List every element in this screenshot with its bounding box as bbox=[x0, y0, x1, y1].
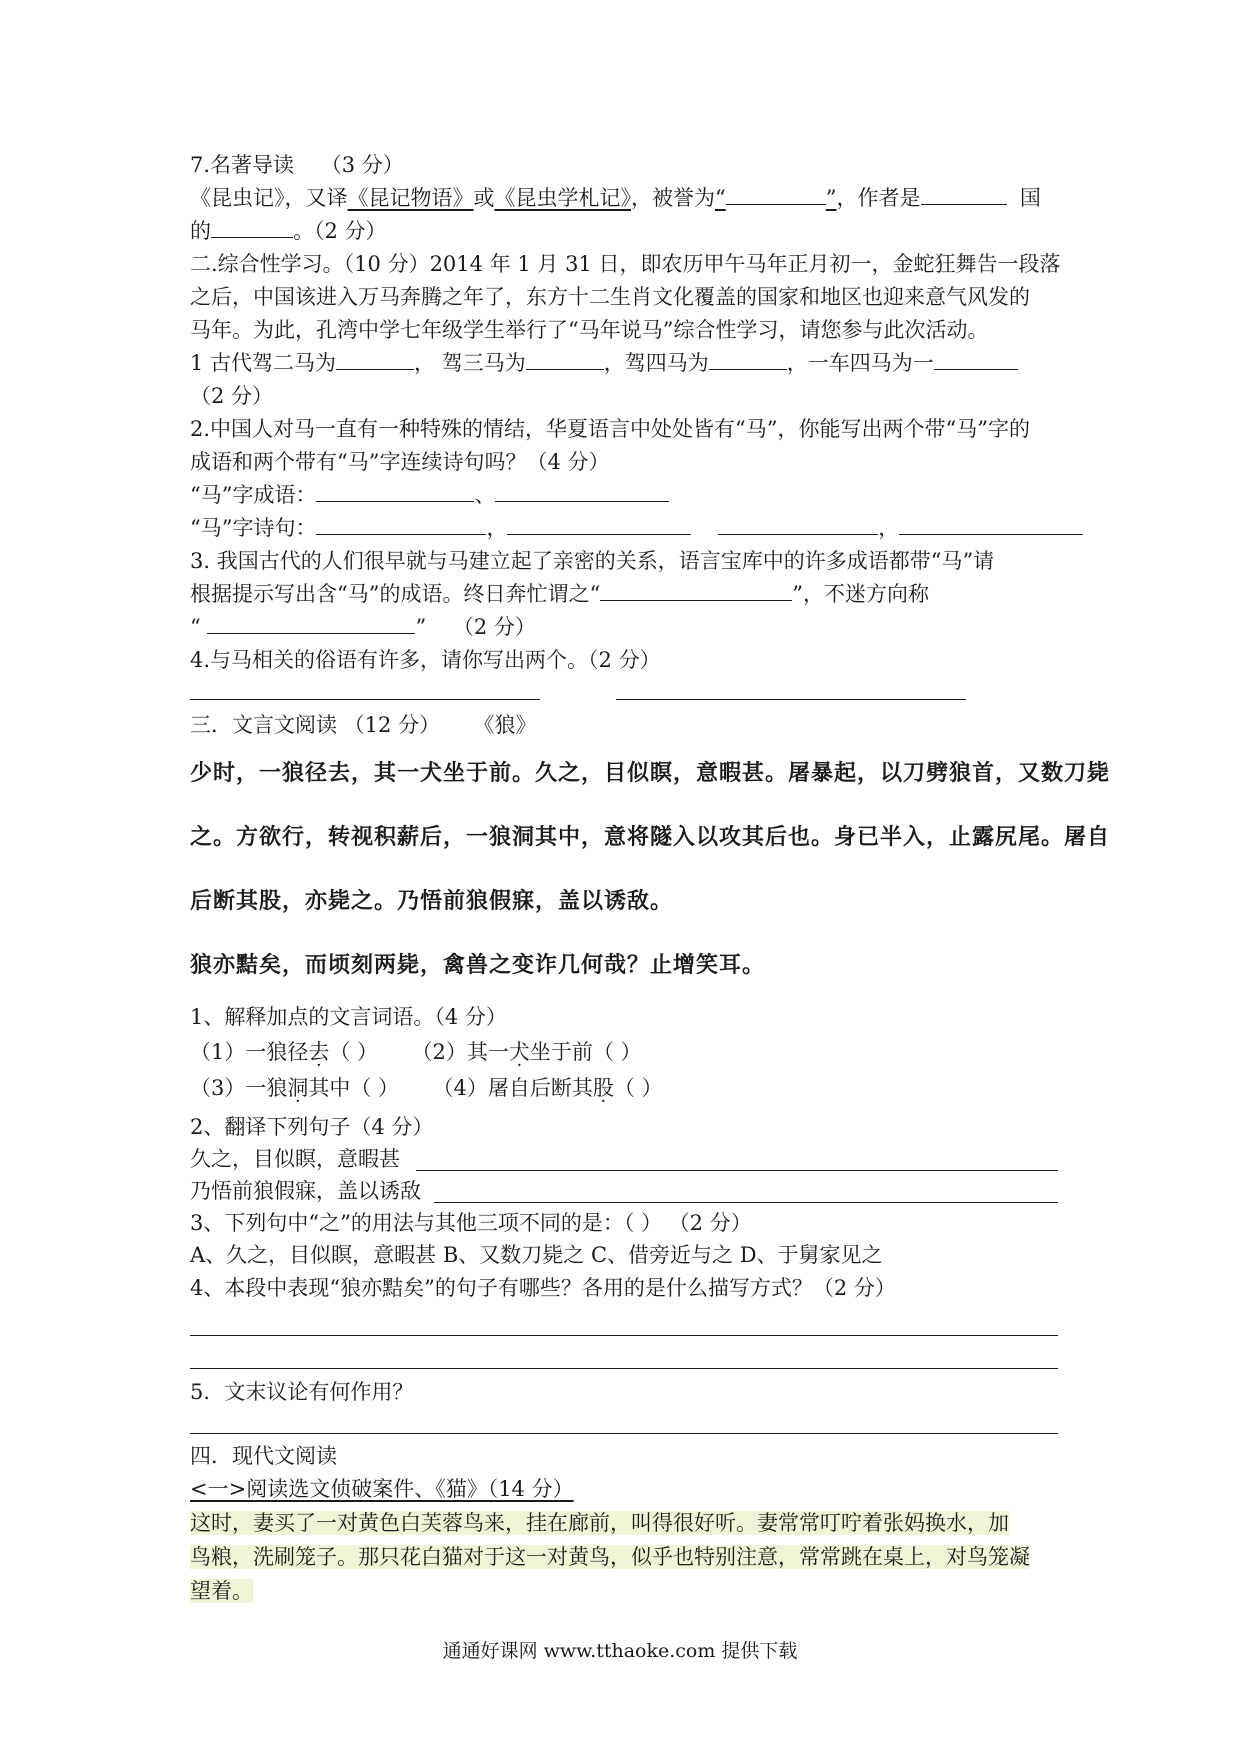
chengyu-label: “马”字成语： bbox=[190, 483, 317, 507]
answer-line[interactable] bbox=[190, 699, 540, 700]
separator: ， bbox=[878, 516, 900, 540]
reading-text-3 bbox=[190, 1579, 253, 1603]
q-text: （ ） bbox=[329, 1040, 379, 1064]
sec3-q2-b: 乃悟前狼假寐，盖以诱敌 bbox=[190, 1179, 421, 1203]
sec2-q3-line3 bbox=[190, 615, 536, 639]
highlighted-text: 这时，妻买了一对黄色白芙蓉鸟来，挂在廊前，叫得很好听。妻常常叮咛着张妈换水，加 bbox=[190, 1511, 1009, 1535]
separator: 、 bbox=[474, 483, 496, 507]
answer-blank[interactable] bbox=[934, 351, 1018, 370]
q7-or: 或 bbox=[473, 186, 495, 210]
q7-line2 bbox=[190, 219, 387, 243]
q7-text: 的 bbox=[190, 219, 211, 243]
q7-line1 bbox=[190, 186, 1041, 210]
answer-line[interactable] bbox=[434, 1202, 1058, 1203]
sec2-q3-line1: 3. 我国古代的人们很早就与马建立起了亲密的关系，语言宝库中的许多成语都带“马”请 bbox=[190, 549, 995, 573]
answer-blank-author[interactable] bbox=[211, 219, 293, 238]
answer-blank-country[interactable] bbox=[921, 186, 1007, 205]
q7-text: ，被誉为 bbox=[631, 186, 715, 210]
answer-blank[interactable] bbox=[718, 516, 878, 535]
answer-blank-nickname[interactable] bbox=[726, 186, 826, 205]
answer-blank[interactable] bbox=[507, 516, 691, 535]
answer-line[interactable] bbox=[190, 1433, 1058, 1434]
q7-text: 《昆虫记》，又译 bbox=[190, 186, 348, 210]
highlighted-text: 鸟粮，洗刷笼子。那只花白猫对于这一对黄鸟，似乎也特别注意，常常跳在桌上，对鸟笼凝 bbox=[190, 1545, 1030, 1569]
sec4-subtitle bbox=[190, 1477, 574, 1501]
sec4-title: 四．现代文阅读 bbox=[190, 1444, 337, 1468]
sec3-q4: 4、本段中表现“狼亦黠矣”的句子有哪些？各用的是什么描写方式？（2 分） bbox=[190, 1276, 896, 1300]
q-text: ，一车四马为一 bbox=[786, 351, 934, 375]
sec2-q1 bbox=[190, 351, 1018, 375]
sec3-q2-a: 久之，目似瞑，意暇甚 bbox=[190, 1147, 400, 1171]
q-text: （4）屠自后断其 bbox=[432, 1076, 593, 1100]
q7-text: ，作者是 bbox=[836, 186, 921, 210]
answer-blank[interactable] bbox=[899, 516, 1083, 535]
q7-points: （3 分） bbox=[320, 153, 404, 177]
q-text: （2）其一 bbox=[411, 1040, 509, 1064]
work-title: 《狼》 bbox=[473, 713, 537, 737]
quote-close: ” bbox=[825, 186, 837, 210]
shiju-line bbox=[190, 516, 1083, 540]
sec3-q1: 1、解释加点的文言词语。（4 分） bbox=[190, 1005, 507, 1029]
sec3-title-line bbox=[190, 713, 536, 737]
q-text: ”，不迷方向称 bbox=[792, 582, 929, 606]
q-text: （1）一狼径 bbox=[190, 1040, 309, 1064]
book-title-2: 《昆虫学札记》 bbox=[494, 186, 631, 210]
section-title: 三．文言文阅读 （12 分） bbox=[190, 713, 441, 737]
q-text: ” bbox=[415, 615, 427, 639]
q-text: 坐于前（ ） bbox=[529, 1040, 642, 1064]
quote-open: “ bbox=[715, 186, 726, 210]
reading-text-2 bbox=[190, 1545, 1030, 1569]
q-text: （3）一狼 bbox=[190, 1076, 288, 1100]
sec3-q3: 3、下列句中“之”的用法与其他三项不同的是：（ ） （2 分） bbox=[190, 1211, 752, 1235]
highlighted-text: 望着。 bbox=[190, 1579, 253, 1603]
reading-text-1 bbox=[190, 1511, 1009, 1535]
sec2-intro-2: 之后，中国该进入万马奔腾之年了，东方十二生肖文化覆盖的国家和地区也迎来意气风发的 bbox=[190, 285, 1030, 309]
q7-title: 7.名著导读 bbox=[190, 153, 295, 177]
sec3-q2: 2、翻译下列句子（4 分） bbox=[190, 1115, 434, 1139]
shiju-label: “马”字诗句： bbox=[190, 516, 317, 540]
book-title-1: 《昆记物语》 bbox=[347, 186, 474, 210]
answer-blank[interactable] bbox=[709, 351, 787, 370]
sec2-intro-1: 二.综合性学习。（10 分）2014 年 1 月 31 日，即农历甲午马年正月初一，金蛇狂舞告一段落 bbox=[190, 252, 1061, 276]
chengyu-line bbox=[190, 483, 669, 507]
answer-line[interactable] bbox=[616, 699, 966, 700]
q7-text: 国 bbox=[1019, 186, 1041, 210]
q-text: （2 分） bbox=[452, 615, 536, 639]
q-text: 根据提示写出含“马”的成语。终日奔忙谓之“ bbox=[190, 582, 601, 606]
q-text: 其中（ ） bbox=[308, 1076, 400, 1100]
sec2-q4: 4.与马相关的俗语有许多，请你写出两个。（2 分） bbox=[190, 648, 661, 672]
answer-blank[interactable] bbox=[526, 351, 604, 370]
answer-line[interactable] bbox=[416, 1170, 1058, 1171]
classical-text-3: 后断其股，亦毙之。乃悟前狼假寐，盖以诱敌。 bbox=[190, 889, 674, 914]
q-text: “ bbox=[190, 615, 201, 639]
sec2-q2-line1: 2.中国人对马一直有一种特殊的情结，华夏语言中处处皆有“马”，你能写出两个带“马”字的 bbox=[190, 417, 1030, 441]
sec3-q5: 5．文末议论有何作用？ bbox=[190, 1380, 414, 1404]
answer-blank[interactable] bbox=[336, 351, 414, 370]
answer-blank[interactable] bbox=[495, 483, 669, 502]
q-text: ，驾四马为 bbox=[603, 351, 709, 375]
classical-text-1: 少时，一狼径去，其一犬坐于前。久之，目似瞑，意暇甚。屠暴起，以刀劈狼首，又数刀毙 bbox=[190, 761, 1111, 786]
answer-blank[interactable] bbox=[207, 615, 415, 634]
classical-text-4: 狼亦黠矣，而顷刻两毙，禽兽之变诈几何哉？止增笑耳。 bbox=[190, 953, 766, 978]
sec3-q1-items-row1 bbox=[190, 1040, 642, 1064]
sec2-intro-3: 马年。为此，孔湾中学七年级学生举行了“马年说马”综合性学习，请您参与此次活动。 bbox=[190, 318, 989, 342]
answer-line[interactable] bbox=[190, 1368, 1058, 1369]
q7-title-line bbox=[190, 153, 404, 177]
answer-blank[interactable] bbox=[316, 483, 474, 502]
answer-line[interactable] bbox=[190, 1335, 1058, 1336]
reading-subtitle: <一>阅读选文侦破案件、《猫》（14 分） bbox=[190, 1477, 574, 1501]
q-text: （ ） bbox=[613, 1076, 663, 1100]
answer-blank[interactable] bbox=[316, 516, 486, 535]
dotted-char: 犬 bbox=[508, 1040, 530, 1064]
q-text: ， 驾三马为 bbox=[414, 351, 526, 375]
sec2-q2-line2: 成语和两个带有“马”字连续诗句吗？（4 分） bbox=[190, 450, 610, 474]
sec2-q3-line2 bbox=[190, 582, 929, 606]
sec2-q1-points: （2 分） bbox=[190, 384, 274, 408]
q7-text: 。（2 分） bbox=[293, 219, 387, 243]
page-footer: 通通好课网 www.tthaoke.com 提供下载 bbox=[442, 1640, 798, 1662]
sec3-q1-items-row2 bbox=[190, 1076, 663, 1100]
dotted-char: 洞 bbox=[287, 1076, 309, 1100]
dotted-char: 股 bbox=[592, 1076, 614, 1100]
answer-blank[interactable] bbox=[600, 582, 792, 601]
q-text: 1 古代驾二马为 bbox=[190, 351, 337, 375]
classical-text-2: 之。方欲行，转视积薪后，一狼洞其中，意将隧入以攻其后也。身已半入，止露尻尾。屠自 bbox=[190, 825, 1111, 850]
sec3-q3-options: A、久之，目似瞑，意暇甚 B、又数刀毙之 C、借旁近与之 D、于舅家见之 bbox=[190, 1243, 883, 1267]
dotted-char: 去 bbox=[308, 1040, 330, 1064]
separator: ， bbox=[486, 516, 508, 540]
